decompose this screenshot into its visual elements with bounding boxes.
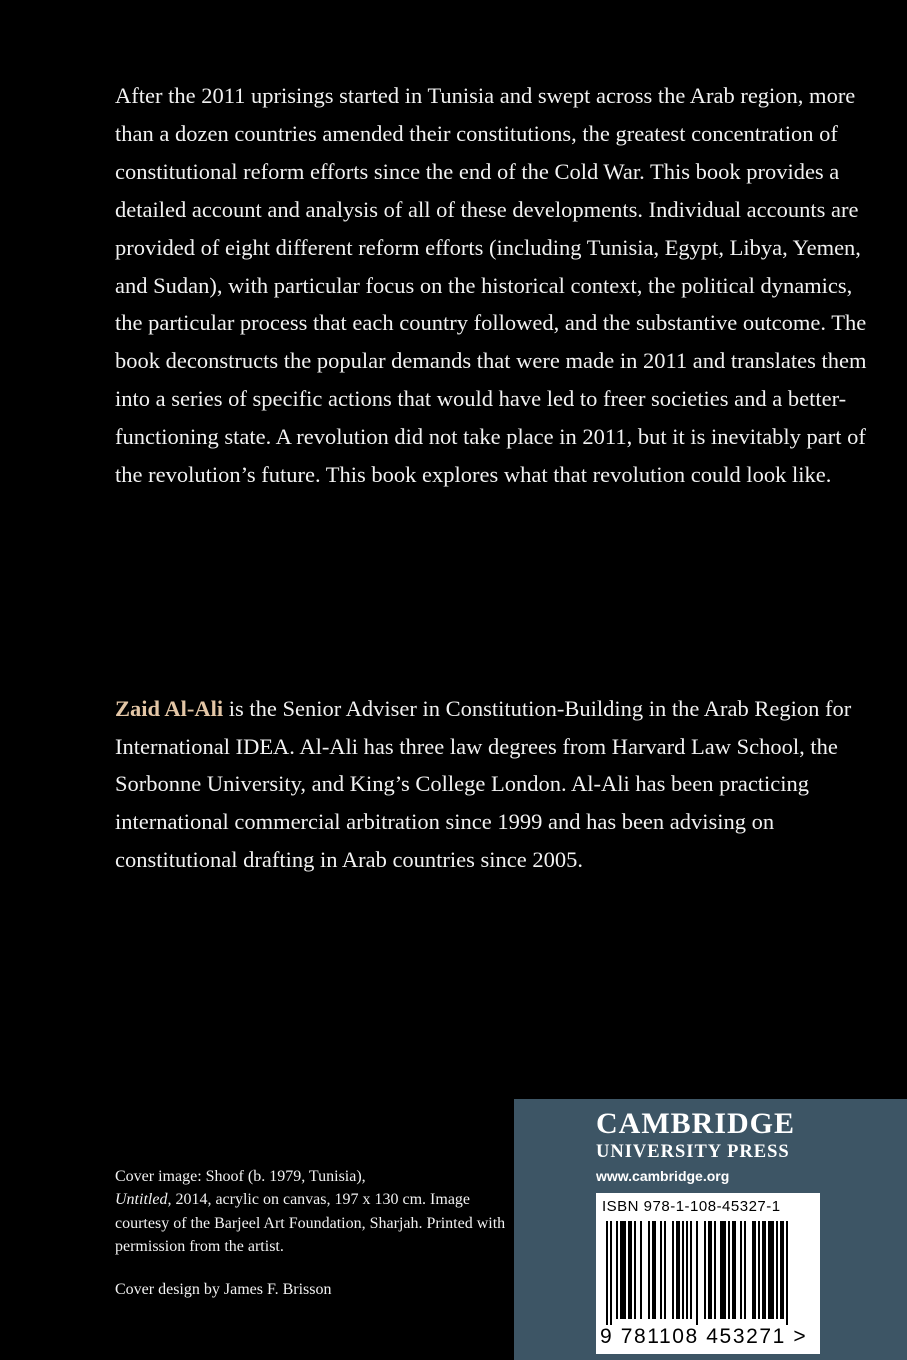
barcode-bar: [676, 1221, 680, 1319]
barcode-bar: [704, 1221, 706, 1319]
cover-image-credit: [115, 1165, 515, 1258]
cover-image-details: , 2014, acrylic on canvas, 197 x 130 cm. Image courtesy of the Barjeel Art Foundation, Sharjah. Printed with permission from the artist.: [115, 1191, 506, 1255]
barcode-bar: [776, 1221, 778, 1319]
book-description: After the 2011 uprisings started in Tunisia and swept across the Arab region, more than a dozen countries amended their constitutions, the greatest concentration of constitutional reform efforts since the end of the Cold War. This book provides a detailed account and analysis of all of these developments. Individual accounts are provided of eight different reform efforts (including Tunisia, Egypt, Libya, Yemen, and Sudan), with particular focus on the historical context, the political dynamics, the particular process that each country followed, and the substantive outcome. The book deconstructs the popular demands that were made in 2011 and translates them into a series of specific actions that would have led to freer societies and a better-functioning state. A revolution did not take place in 2011, but it is inevitably part of the revolution’s future. This book explores what that revolution could look like.: [115, 83, 867, 488]
barcode-bar: [752, 1221, 756, 1319]
barcode-bar: [660, 1221, 662, 1319]
barcode-bar: [672, 1221, 674, 1319]
barcode-bar: [640, 1221, 642, 1319]
barcode-bar: [762, 1221, 766, 1319]
barcode-bar: [708, 1221, 712, 1319]
barcode-bar: [664, 1221, 666, 1319]
publisher-panel: [514, 1099, 907, 1360]
barcode-bar: [606, 1221, 608, 1325]
barcode-bar: [732, 1221, 736, 1319]
author-bio-text: is the Senior Adviser in Constitution-Building in the Arab Region for International IDEA. Al-Ali has three law degrees from Harvard Law School, the Sorbonne University, and King’s College London. Al-Ali has been practicing international commercial arbitration since 1999 and has been advising on constitutional drafting in Arab countries since 2005.: [115, 696, 852, 872]
barcode-bar: [758, 1221, 760, 1319]
barcode: [604, 1221, 812, 1325]
barcode-bar: [720, 1221, 726, 1319]
barcode-bar: [780, 1221, 784, 1319]
author-name: Zaid Al-Ali: [115, 696, 224, 721]
barcode-bar: [634, 1221, 636, 1319]
barcode-bar: [652, 1221, 656, 1319]
isbn-label: ISBN 978-1-108-45327-1: [602, 1198, 781, 1215]
barcode-box: [596, 1193, 820, 1354]
barcode-bar: [696, 1221, 698, 1325]
artwork-title: Untitled: [115, 1191, 168, 1209]
cover-credits: [115, 1165, 515, 1301]
barcode-bar: [610, 1221, 612, 1325]
barcode-bar: [728, 1221, 730, 1319]
barcode-bar: [648, 1221, 650, 1319]
publisher-url: www.cambridge.org: [596, 1168, 730, 1184]
author-bio: [115, 690, 875, 879]
publisher-logo: CAMBRIDGE: [596, 1107, 796, 1140]
barcode-bar: [690, 1221, 692, 1319]
barcode-bar: [768, 1221, 774, 1319]
barcode-bar: [620, 1221, 626, 1319]
barcode-bar: [628, 1221, 632, 1319]
barcode-bar: [686, 1221, 688, 1319]
publisher-subtitle: UNIVERSITY PRESS: [596, 1142, 790, 1162]
barcode-bar: [616, 1221, 618, 1319]
cover-image-prefix: Cover image: Shoof (b. 1979, Tunisia),: [115, 1168, 366, 1185]
barcode-bar: [714, 1221, 716, 1319]
cover-design-credit: Cover design by James F. Brisson: [115, 1281, 332, 1299]
barcode-bar: [740, 1221, 742, 1319]
barcode-digits: 9 781108 453271 >: [600, 1325, 808, 1348]
barcode-bar: [786, 1221, 788, 1325]
barcode-bar: [682, 1221, 684, 1319]
barcode-bar: [744, 1221, 746, 1319]
